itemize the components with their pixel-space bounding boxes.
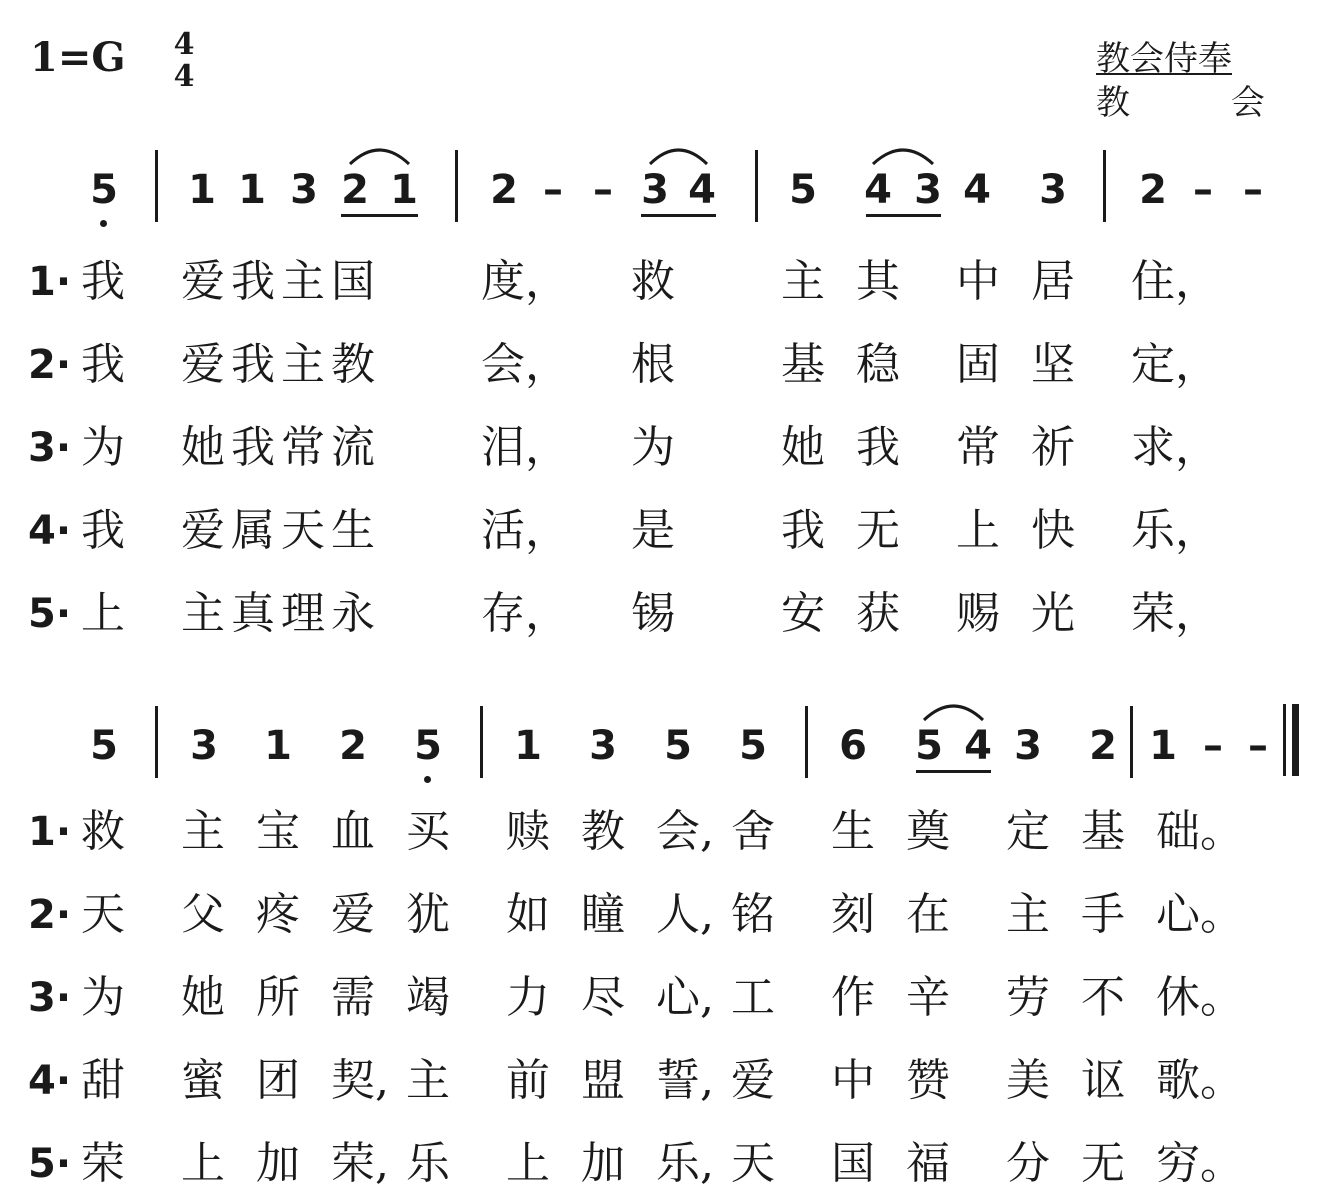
final-barline-thin	[1283, 704, 1286, 776]
note: 5	[739, 723, 767, 769]
slur-arc	[922, 700, 985, 722]
barline	[480, 706, 483, 778]
lyric-syllable: 荣，	[1131, 588, 1219, 639]
lyrics-credit: 教会侍奉	[1096, 39, 1232, 79]
note: 3	[641, 167, 669, 213]
lyric-syllable: 天	[281, 505, 325, 556]
lyric-syllable: 基	[1081, 806, 1125, 857]
lyric-syllable: 乐	[406, 1138, 450, 1189]
lyric-syllable: 买	[406, 806, 450, 857]
eighth-beam	[916, 770, 991, 773]
lyric-syllable: 爱	[731, 1055, 775, 1106]
lyric-syllable: 赞	[906, 1055, 950, 1106]
note: –	[1193, 167, 1213, 213]
note: 5	[408, 726, 448, 766]
lyric-syllable: 铭	[731, 889, 775, 940]
note: 3	[1014, 723, 1042, 769]
lyric-syllable: 居	[1031, 256, 1075, 307]
lyric-syllable: 固	[956, 339, 1000, 390]
lyric-syllable: 真	[231, 588, 275, 639]
lyric-syllable: 根	[631, 339, 675, 390]
lyric-syllable: 救	[631, 256, 675, 307]
lyric-syllable: 契,	[331, 1055, 389, 1106]
note: –	[1248, 723, 1268, 769]
lyric-syllable: 获	[856, 588, 900, 639]
lyric-syllable: 力	[506, 972, 550, 1023]
note: 1	[238, 167, 266, 213]
lyric-syllable: 常	[281, 422, 325, 473]
lyric-syllable: 竭	[406, 972, 450, 1023]
note: 5	[90, 723, 118, 769]
lyric-syllable: 求，	[1131, 422, 1219, 473]
verse-number: 3·	[28, 425, 72, 471]
lyric-syllable: 坚	[1031, 339, 1075, 390]
lyric-syllable: 定	[1006, 806, 1050, 857]
note: 2	[341, 167, 369, 213]
lyric-syllable: 奠	[906, 806, 950, 857]
lyric-syllable: 我	[81, 339, 125, 390]
lyric-syllable: 主	[781, 256, 825, 307]
lyric-syllable: 属	[231, 505, 275, 556]
lyric-syllable: 穷。	[1156, 1138, 1244, 1189]
note: 1	[514, 723, 542, 769]
lyric-syllable: 为	[81, 422, 125, 473]
lyric-syllable: 光	[1031, 588, 1075, 639]
lyric-syllable: 工	[731, 972, 775, 1023]
lyric-syllable: 不	[1081, 972, 1125, 1023]
lyric-syllable: 心。	[1156, 889, 1244, 940]
lyric-syllable: 手	[1081, 889, 1125, 940]
lyric-syllable: 中	[831, 1055, 875, 1106]
barline	[755, 150, 758, 222]
lyric-syllable: 国	[831, 1138, 875, 1189]
music-credit-part-a: 教	[1096, 83, 1130, 123]
note: 5	[664, 723, 692, 769]
lyric-syllable: 美	[1006, 1055, 1050, 1106]
lyric-syllable: 主	[1006, 889, 1050, 940]
lyric-syllable: 福	[906, 1138, 950, 1189]
note: 3	[914, 167, 942, 213]
lyric-syllable: 我	[81, 505, 125, 556]
lyric-syllable: 快	[1031, 505, 1075, 556]
lyric-syllable: 上	[181, 1138, 225, 1189]
lyric-syllable: 其	[856, 256, 900, 307]
lyric-syllable: 定，	[1131, 339, 1219, 390]
lyric-syllable: 主	[281, 339, 325, 390]
lyric-syllable: 主	[406, 1055, 450, 1106]
note: 1	[390, 167, 418, 213]
lyric-syllable: 教	[581, 806, 625, 857]
lyric-syllable: 天	[81, 889, 125, 940]
lyric-syllable: 祈	[1031, 422, 1075, 473]
barline	[805, 706, 808, 778]
lyric-syllable: 生	[831, 806, 875, 857]
lyric-syllable: 赐	[956, 588, 1000, 639]
lyric-syllable: 无	[856, 505, 900, 556]
lyric-syllable: 犹	[406, 889, 450, 940]
lyric-syllable: 国	[331, 256, 375, 307]
lyric-syllable: 永	[331, 588, 375, 639]
lyric-syllable: 我	[231, 422, 275, 473]
note: 1	[264, 723, 292, 769]
eighth-beam	[341, 214, 418, 217]
note: 1	[1149, 723, 1177, 769]
note: 2	[339, 723, 367, 769]
note: 4	[688, 167, 716, 213]
lyric-syllable: 常	[956, 422, 1000, 473]
time-signature-bottom: 4	[173, 59, 195, 94]
verse-number: 2·	[28, 342, 72, 388]
lyric-syllable: 主	[181, 806, 225, 857]
lyric-syllable: 为	[81, 972, 125, 1023]
note: –	[543, 167, 563, 213]
verse-number: 4·	[28, 508, 72, 554]
lyric-syllable: 流	[331, 422, 375, 473]
verse-number: 3·	[28, 975, 72, 1021]
lyric-syllable: 她	[181, 422, 225, 473]
lyric-syllable: 上	[81, 588, 125, 639]
lyric-syllable: 乐,	[656, 1138, 714, 1189]
lyric-syllable: 我	[231, 339, 275, 390]
lyric-syllable: 中	[956, 256, 1000, 307]
lyric-syllable: 主	[281, 256, 325, 307]
note: 5	[84, 170, 124, 210]
lyric-syllable: 所	[256, 972, 300, 1023]
lyric-syllable: 理	[281, 588, 325, 639]
note: 3	[1039, 167, 1067, 213]
lyric-syllable: 生	[331, 505, 375, 556]
lyric-syllable: 上	[506, 1138, 550, 1189]
lyric-syllable: 荣,	[331, 1138, 389, 1189]
note: 1	[188, 167, 216, 213]
lyric-syllable: 住，	[1131, 256, 1219, 307]
music-credit	[1096, 83, 1265, 123]
lyric-syllable: 蜜	[181, 1055, 225, 1106]
lyric-syllable: 无	[1081, 1138, 1125, 1189]
lyric-syllable: 为	[631, 422, 675, 473]
lyric-syllable: 舍	[731, 806, 775, 857]
lyric-syllable: 分	[1006, 1138, 1050, 1189]
lyric-syllable: 盟	[581, 1055, 625, 1106]
lyric-syllable: 疼	[256, 889, 300, 940]
verse-number: 4·	[28, 1058, 72, 1104]
note: –	[593, 167, 613, 213]
note: 2	[1139, 167, 1167, 213]
lyric-syllable: 劳	[1006, 972, 1050, 1023]
lyric-syllable: 我	[781, 505, 825, 556]
lyric-syllable: 我	[856, 422, 900, 473]
barline	[455, 150, 458, 222]
lyric-syllable: 爱	[181, 339, 225, 390]
note: 4	[963, 167, 991, 213]
lyric-syllable: 尽	[581, 972, 625, 1023]
time-signature-top: 4	[173, 27, 195, 62]
lyric-syllable: 稳	[856, 339, 900, 390]
lyric-syllable: 甜	[81, 1055, 125, 1106]
lyric-syllable: 加	[256, 1138, 300, 1189]
lyric-syllable: 上	[956, 505, 1000, 556]
slur-arc	[348, 144, 411, 166]
slur-arc	[871, 144, 935, 166]
verse-number: 5·	[28, 591, 72, 637]
music-credit-part-b: 会	[1230, 83, 1265, 123]
lyric-syllable: 赎	[506, 806, 550, 857]
lyric-syllable: 爱	[181, 505, 225, 556]
final-barline-thick	[1292, 704, 1299, 776]
lyric-syllable: 加	[581, 1138, 625, 1189]
verse-number: 1·	[28, 259, 72, 305]
key-signature: 1=G	[30, 34, 126, 81]
note: 3	[190, 723, 218, 769]
lyric-syllable: 锡	[631, 588, 675, 639]
lyric-syllable: 活，	[481, 505, 569, 556]
lyric-syllable: 爱	[331, 889, 375, 940]
verse-number: 2·	[28, 892, 72, 938]
barline	[1130, 706, 1133, 778]
lyric-syllable: 我	[231, 256, 275, 307]
lyric-syllable: 天	[731, 1138, 775, 1189]
lyric-syllable: 辛	[906, 972, 950, 1023]
note: 4	[964, 723, 992, 769]
note: –	[1243, 167, 1263, 213]
lyric-syllable: 刻	[831, 889, 875, 940]
time-signature	[170, 27, 198, 94]
lyric-syllable: 教	[331, 339, 375, 390]
lyric-syllable: 度，	[481, 256, 569, 307]
lyric-syllable: 瞳	[581, 889, 625, 940]
lyric-syllable: 乐，	[1131, 505, 1219, 556]
lyric-syllable: 誓,	[656, 1055, 714, 1106]
lyric-syllable: 团	[256, 1055, 300, 1106]
note: 5	[915, 723, 943, 769]
lyric-syllable: 在	[906, 889, 950, 940]
lyric-syllable: 前	[506, 1055, 550, 1106]
lyric-syllable: 会,	[656, 806, 714, 857]
lyric-syllable: 会，	[481, 339, 569, 390]
lyric-syllable: 血	[331, 806, 375, 857]
verse-number: 1·	[28, 809, 72, 855]
lyric-syllable: 宝	[256, 806, 300, 857]
lyric-syllable: 荣	[81, 1138, 125, 1189]
lyric-syllable: 心,	[656, 972, 714, 1023]
note: 4	[864, 167, 892, 213]
lyric-syllable: 救	[81, 806, 125, 857]
barline	[1103, 150, 1106, 222]
lyric-syllable: 讴	[1081, 1055, 1125, 1106]
lyric-syllable: 歌。	[1156, 1055, 1244, 1106]
note: 2	[490, 167, 518, 213]
lyric-syllable: 需	[331, 972, 375, 1023]
note: 3	[589, 723, 617, 769]
eighth-beam	[641, 214, 716, 217]
lyric-syllable: 她	[781, 422, 825, 473]
eighth-beam	[866, 214, 941, 217]
lyric-syllable: 基	[781, 339, 825, 390]
lyric-syllable: 作	[831, 972, 875, 1023]
lyric-syllable: 主	[181, 588, 225, 639]
note: 6	[839, 723, 867, 769]
lyric-syllable: 父	[181, 889, 225, 940]
verse-number: 5·	[28, 1141, 72, 1187]
lyric-syllable: 泪，	[481, 422, 569, 473]
barline	[155, 706, 158, 778]
lyric-syllable: 爱	[181, 256, 225, 307]
lyric-syllable: 是	[631, 505, 675, 556]
note: 3	[290, 167, 318, 213]
slur-arc	[648, 144, 709, 166]
lyric-syllable: 如	[506, 889, 550, 940]
lyric-syllable: 人,	[656, 889, 714, 940]
note: 2	[1089, 723, 1117, 769]
lyric-syllable: 她	[181, 972, 225, 1023]
barline	[155, 150, 158, 222]
note: 5	[789, 167, 817, 213]
lyric-syllable: 休。	[1156, 972, 1244, 1023]
lyric-syllable: 存，	[481, 588, 569, 639]
lyric-syllable: 安	[781, 588, 825, 639]
lyric-syllable: 我	[81, 256, 125, 307]
lyric-syllable: 础。	[1156, 806, 1244, 857]
note: –	[1203, 723, 1223, 769]
